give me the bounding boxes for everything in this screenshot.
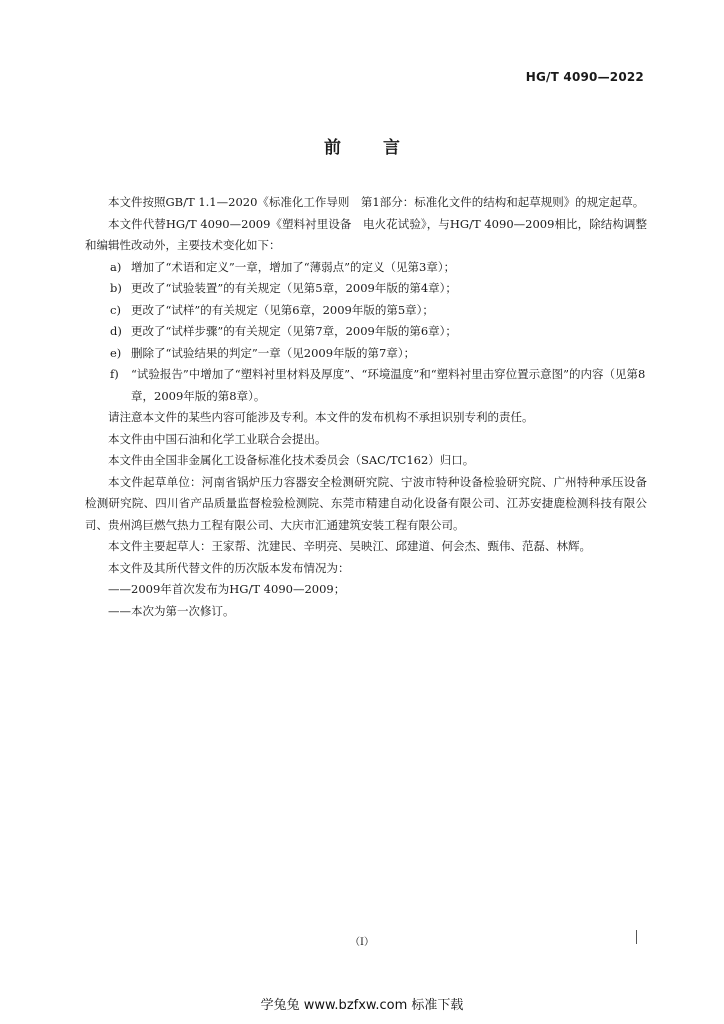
list-marker: d) xyxy=(110,324,122,338)
list-marker: b) xyxy=(110,281,122,295)
paragraph-committee: 本文件由全国非金属化工设备标准化技术委员会（SAC/TC162）归口。 xyxy=(108,453,475,467)
list-item xyxy=(85,343,647,365)
paragraph-replacement: 本文件代替HG/T 4090—2009《塑料衬里设备 电火花试验》，与HG/T 4090—2009相比，除结构调整和编辑性改动外，主要技术变化如下： xyxy=(85,216,647,252)
history-item: ——本次为第一次修订。 xyxy=(108,603,235,618)
paragraph-patent-notice: 请注意本文件的某些内容可能涉及专利。本文件的发布机构不承担识别专利的责任。 xyxy=(108,410,534,424)
list-item-text: 更改了“试样步骤”的有关规定（见第7章，2009年版的第6章）； xyxy=(131,324,457,338)
list-item-text: 更改了“试验装置”的有关规定（见第5章，2009年版的第4章）； xyxy=(131,281,457,295)
list-item xyxy=(85,300,647,322)
list-item xyxy=(85,278,647,300)
page-title: 前言 xyxy=(324,138,442,158)
history-item: ——2009年首次发布为HG/T 4090—2009； xyxy=(108,582,346,596)
paragraph-drafting-units: 本文件起草单位：河南省锅炉压力容器安全检测研究院、宁波市特种设备检验研究院、广州特种承压设备检测研究院、四川省产品质量监督检验检测院、东莞市精建自动化设备有限公司、江苏安捷鹿检测科技有限公司、贵州鸿巨燃气热力工程有限公司、大庆市汇通建筑安装工程有限公司。 xyxy=(85,474,647,532)
paragraph-drafting-rules: 本文件按照GB/T 1.1—2020《标准化工作导则 第1部分：标准化文件的结构和起草规则》的规定起草。 xyxy=(108,195,645,209)
paragraph-proposer: 本文件由中国石油和化学工业联合会提出。 xyxy=(108,431,327,446)
list-marker: e) xyxy=(110,345,122,360)
list-item-text: “试验报告”中增加了“塑料衬里材料及厚度”、“环境温度”和“塑料衬里击穿位置示意图”的内容（见第8章，2009年版的第8章）。 xyxy=(131,367,646,403)
standard-code: HG/T 4090—2022 xyxy=(525,70,644,84)
footer-watermark: 学兔兔 www.bzfxw.com 标准下载 xyxy=(260,998,464,1013)
changes-list xyxy=(85,257,647,408)
list-marker: a) xyxy=(110,259,122,274)
list-item xyxy=(85,257,647,279)
list-marker: f) xyxy=(110,367,119,381)
list-item xyxy=(85,364,647,407)
document-body xyxy=(85,192,647,622)
list-item-text: 更改了“试样”的有关规定（见第6章，2009年版的第5章）； xyxy=(131,302,434,317)
list-marker: c) xyxy=(110,302,121,317)
list-item xyxy=(85,321,647,343)
list-item-text: 增加了“术语和定义”一章，增加了“薄弱点”的定义（见第3章）； xyxy=(131,259,456,274)
page-number: （Ⅰ） xyxy=(350,937,374,948)
page-edge-mark xyxy=(636,930,637,944)
paragraph-history-intro: 本文件及其所代替文件的历次版本发布情况为： xyxy=(108,560,350,575)
list-item-text: 删除了“试验结果的判定”一章（见2009年版的第7章）； xyxy=(131,345,416,360)
paragraph-drafters: 本文件主要起草人：王家帮、沈建民、辛明亮、吴映江、邱建道、何会杰、甄伟、范磊、林辉。 xyxy=(108,539,591,553)
